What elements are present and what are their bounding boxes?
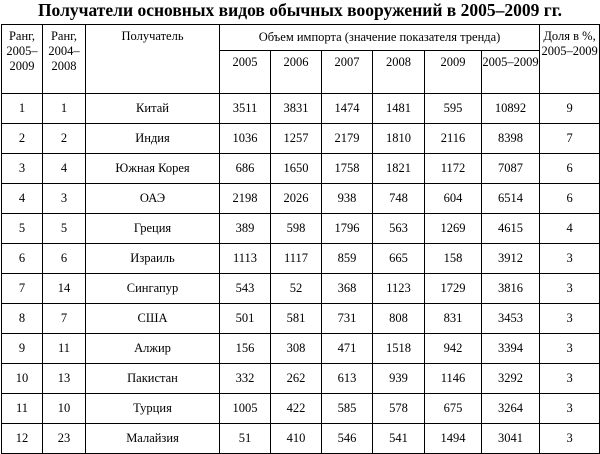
- prev-rank-cell: 14: [43, 274, 86, 304]
- value-cell: 8398: [482, 124, 540, 154]
- value-cell: 939: [373, 364, 425, 394]
- prev-rank-cell: 2: [43, 124, 86, 154]
- value-cell: 501: [220, 304, 271, 334]
- rank-cell: 11: [2, 394, 43, 424]
- value-cell: 613: [322, 364, 373, 394]
- value-cell: 4615: [482, 214, 540, 244]
- value-cell: 595: [425, 94, 482, 124]
- value-cell: 585: [322, 394, 373, 424]
- value-cell: 7087: [482, 154, 540, 184]
- share-cell: 4: [540, 214, 600, 244]
- share-cell: 3: [540, 274, 600, 304]
- prev-rank-cell: 7: [43, 304, 86, 334]
- value-cell: 748: [373, 184, 425, 214]
- header-year: 2006: [271, 51, 322, 94]
- header-rank-2004-2008: Ранг, 2004–2008: [43, 25, 86, 94]
- rank-cell: 12: [2, 424, 43, 454]
- share-cell: 6: [540, 154, 600, 184]
- prev-rank-cell: 3: [43, 184, 86, 214]
- value-cell: 1474: [322, 94, 373, 124]
- share-cell: 3: [540, 394, 600, 424]
- recipient-cell: Греция: [86, 214, 220, 244]
- value-cell: 2026: [271, 184, 322, 214]
- value-cell: 1146: [425, 364, 482, 394]
- table-row: [2, 364, 600, 394]
- value-cell: 2198: [220, 184, 271, 214]
- header-year: 2008: [373, 51, 425, 94]
- recipient-cell: Пакистан: [86, 364, 220, 394]
- table-body: [2, 94, 600, 454]
- value-cell: 2116: [425, 124, 482, 154]
- value-cell: 1269: [425, 214, 482, 244]
- share-cell: 3: [540, 304, 600, 334]
- value-cell: 3511: [220, 94, 271, 124]
- share-cell: 3: [540, 334, 600, 364]
- value-cell: 598: [271, 214, 322, 244]
- table-row: [2, 394, 600, 424]
- value-cell: 1123: [373, 274, 425, 304]
- rank-cell: 9: [2, 334, 43, 364]
- value-cell: 543: [220, 274, 271, 304]
- table-row: [2, 334, 600, 364]
- header-import-volume: Объем импорта (значение показателя тренда): [220, 25, 540, 51]
- header-row-1: [2, 25, 600, 51]
- recipient-cell: Израиль: [86, 244, 220, 274]
- value-cell: 1518: [373, 334, 425, 364]
- prev-rank-cell: 11: [43, 334, 86, 364]
- rank-cell: 8: [2, 304, 43, 334]
- table-row: [2, 244, 600, 274]
- recipient-cell: Турция: [86, 394, 220, 424]
- value-cell: 262: [271, 364, 322, 394]
- value-cell: 665: [373, 244, 425, 274]
- value-cell: 578: [373, 394, 425, 424]
- value-cell: 1821: [373, 154, 425, 184]
- value-cell: 1036: [220, 124, 271, 154]
- value-cell: 831: [425, 304, 482, 334]
- value-cell: 1494: [425, 424, 482, 454]
- value-cell: 308: [271, 334, 322, 364]
- value-cell: 3041: [482, 424, 540, 454]
- value-cell: 332: [220, 364, 271, 394]
- header-year: 2007: [322, 51, 373, 94]
- recipient-cell: ОАЭ: [86, 184, 220, 214]
- value-cell: 1758: [322, 154, 373, 184]
- value-cell: 6514: [482, 184, 540, 214]
- header-recipient: Получатель: [86, 25, 220, 94]
- table-row: [2, 274, 600, 304]
- value-cell: 158: [425, 244, 482, 274]
- value-cell: 471: [322, 334, 373, 364]
- recipient-cell: Индия: [86, 124, 220, 154]
- value-cell: 541: [373, 424, 425, 454]
- value-cell: 2179: [322, 124, 373, 154]
- value-cell: 731: [322, 304, 373, 334]
- value-cell: 368: [322, 274, 373, 304]
- share-cell: 3: [540, 424, 600, 454]
- prev-rank-cell: 6: [43, 244, 86, 274]
- table-row: [2, 304, 600, 334]
- value-cell: 563: [373, 214, 425, 244]
- value-cell: 938: [322, 184, 373, 214]
- value-cell: 1117: [271, 244, 322, 274]
- value-cell: 675: [425, 394, 482, 424]
- value-cell: 942: [425, 334, 482, 364]
- rank-cell: 6: [2, 244, 43, 274]
- value-cell: 581: [271, 304, 322, 334]
- value-cell: 3292: [482, 364, 540, 394]
- value-cell: 156: [220, 334, 271, 364]
- header-year: 2009: [425, 51, 482, 94]
- share-cell: 7: [540, 124, 600, 154]
- value-cell: 3453: [482, 304, 540, 334]
- value-cell: 422: [271, 394, 322, 424]
- prev-rank-cell: 13: [43, 364, 86, 394]
- rank-cell: 3: [2, 154, 43, 184]
- value-cell: 859: [322, 244, 373, 274]
- header-year: 2005: [220, 51, 271, 94]
- value-cell: 10892: [482, 94, 540, 124]
- value-cell: 3912: [482, 244, 540, 274]
- value-cell: 1257: [271, 124, 322, 154]
- rank-cell: 10: [2, 364, 43, 394]
- value-cell: 1810: [373, 124, 425, 154]
- share-cell: 6: [540, 184, 600, 214]
- value-cell: 1005: [220, 394, 271, 424]
- value-cell: 546: [322, 424, 373, 454]
- recipient-cell: Алжир: [86, 334, 220, 364]
- table-title: Получатели основных видов обычных вооружений в 2005–2009 гг.: [37, 0, 563, 20]
- value-cell: 1481: [373, 94, 425, 124]
- table-row: [2, 124, 600, 154]
- rank-cell: 2: [2, 124, 43, 154]
- value-cell: 1796: [322, 214, 373, 244]
- value-cell: 3831: [271, 94, 322, 124]
- recipient-cell: Южная Корея: [86, 154, 220, 184]
- prev-rank-cell: 4: [43, 154, 86, 184]
- value-cell: 389: [220, 214, 271, 244]
- prev-rank-cell: 1: [43, 94, 86, 124]
- value-cell: 3264: [482, 394, 540, 424]
- table-row: [2, 184, 600, 214]
- rank-cell: 5: [2, 214, 43, 244]
- table-row: [2, 424, 600, 454]
- recipient-cell: США: [86, 304, 220, 334]
- rank-cell: 1: [2, 94, 43, 124]
- value-cell: 686: [220, 154, 271, 184]
- header-share: Доля в %, 2005–2009: [540, 25, 600, 94]
- value-cell: 1113: [220, 244, 271, 274]
- value-cell: 1650: [271, 154, 322, 184]
- prev-rank-cell: 23: [43, 424, 86, 454]
- value-cell: 52: [271, 274, 322, 304]
- share-cell: 3: [540, 244, 600, 274]
- header-year-total: 2005–2009: [482, 51, 540, 94]
- value-cell: 604: [425, 184, 482, 214]
- recipient-cell: Малайзия: [86, 424, 220, 454]
- share-cell: 9: [540, 94, 600, 124]
- rank-cell: 4: [2, 184, 43, 214]
- header-rank-2005-2009: Ранг, 2005–2009: [2, 25, 43, 94]
- value-cell: 3816: [482, 274, 540, 304]
- value-cell: 1729: [425, 274, 482, 304]
- table-row: [2, 154, 600, 184]
- value-cell: 51: [220, 424, 271, 454]
- prev-rank-cell: 5: [43, 214, 86, 244]
- table-row: [2, 94, 600, 124]
- table-row: [2, 214, 600, 244]
- prev-rank-cell: 10: [43, 394, 86, 424]
- share-cell: 3: [540, 364, 600, 394]
- arms-imports-table: [1, 24, 600, 454]
- value-cell: 808: [373, 304, 425, 334]
- value-cell: 1172: [425, 154, 482, 184]
- value-cell: 3394: [482, 334, 540, 364]
- recipient-cell: Китай: [86, 94, 220, 124]
- rank-cell: 7: [2, 274, 43, 304]
- recipient-cell: Сингапур: [86, 274, 220, 304]
- value-cell: 410: [271, 424, 322, 454]
